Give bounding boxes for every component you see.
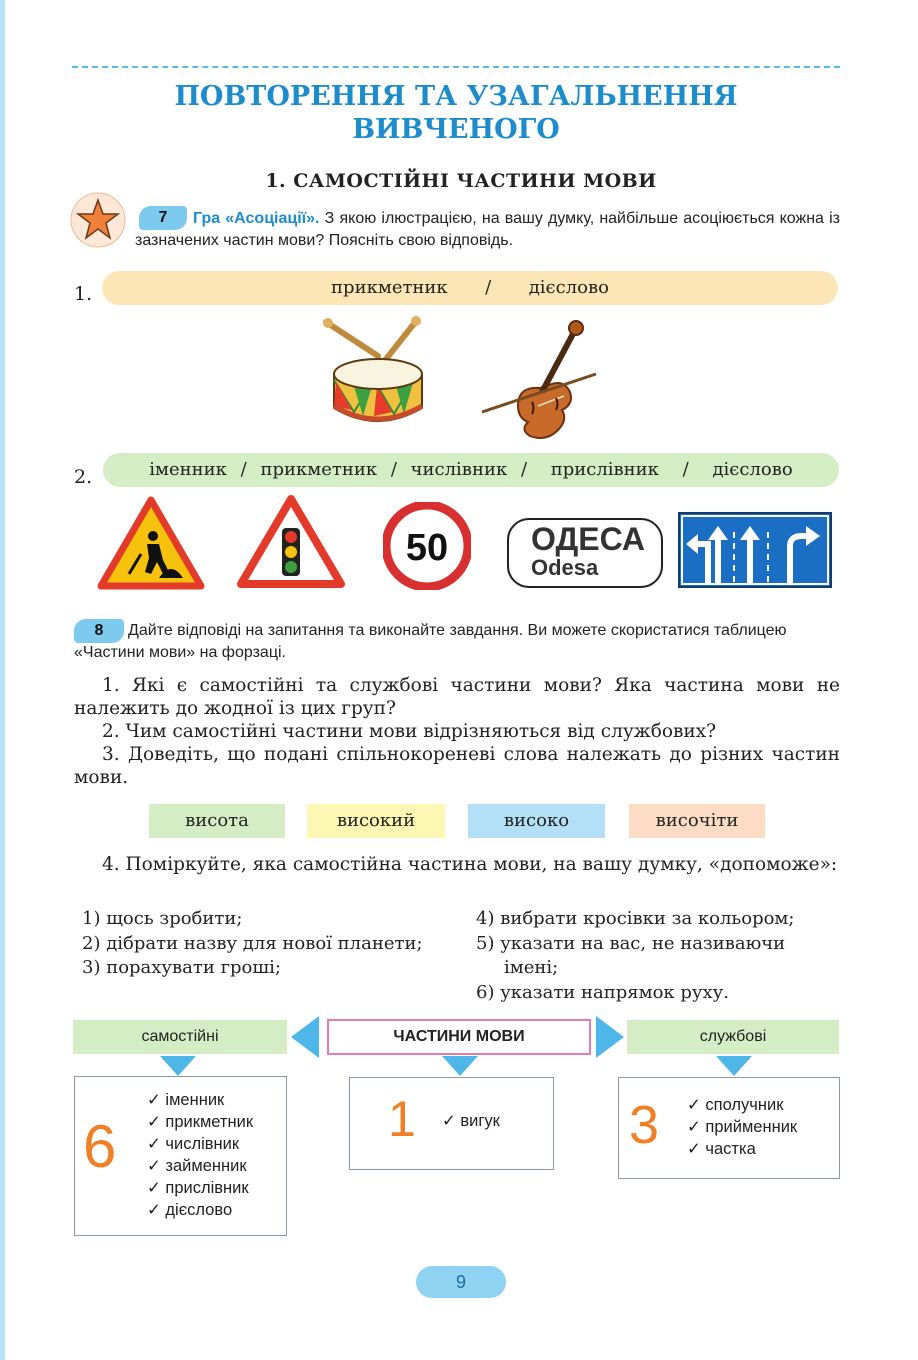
list-item: ✓ вигук: [442, 1112, 500, 1130]
separator: /: [682, 459, 689, 480]
independent-count: 6: [83, 1113, 117, 1180]
drum-image: [322, 316, 432, 436]
city-name-latin: Odesa: [531, 555, 599, 580]
interjection-list: [442, 1110, 500, 1132]
task-number-badge: 8: [74, 619, 124, 643]
title-divider: [72, 66, 840, 68]
auxiliary-parts-list: [687, 1094, 797, 1160]
page-title-line1: ПОВТОРЕННЯ ТА УЗАГАЛЬНЕННЯ: [174, 81, 738, 112]
question-3: 3. Доведіть, що подані спільнокореневі слова належать до різних частин мови.: [74, 744, 840, 788]
answer-list-right: [476, 907, 840, 1005]
arrow-down-icon: [716, 1056, 752, 1076]
category-independent-label: самостійні: [73, 1020, 287, 1054]
word-box-vysoko: високо: [468, 804, 605, 838]
list-item: ✓ частка: [687, 1140, 756, 1158]
category-auxiliary-label: службові: [627, 1020, 839, 1054]
task7-text: [135, 208, 840, 252]
section-title: 1. САМОСТІЙНІ ЧАСТИНИ МОВИ: [265, 170, 657, 192]
star-icon: [70, 192, 126, 248]
list-item: ✓ прикметник: [147, 1113, 254, 1131]
violin-image: [478, 318, 598, 440]
arrow-down-icon: [442, 1056, 478, 1076]
separator: /: [520, 459, 528, 480]
word-verb: дієслово: [528, 277, 609, 298]
task-number-badge: 7: [139, 206, 187, 230]
word-numeral: числівник: [410, 459, 508, 480]
task7-instruction: З якою ілюстрацією, на вашу думку, найбільше асоціюється кожна із зазначених частин мови? Поясніть свою відповідь.: [135, 210, 841, 249]
list-item: 3) порахувати гроші;: [82, 957, 281, 978]
speed-limit-sign-icon: [383, 502, 471, 590]
list-item: ✓ прийменник: [687, 1118, 798, 1136]
interjection-box: [349, 1077, 554, 1170]
list-item: ✓ прислівник: [147, 1179, 249, 1197]
arrow-left-icon: [291, 1016, 319, 1058]
arrow-right-icon: [596, 1016, 624, 1058]
list-item: ✓ сполучник: [687, 1096, 784, 1114]
speed-limit-value: 50: [405, 527, 449, 569]
row1-words-pill: [102, 271, 838, 305]
list-item: ✓ іменник: [147, 1091, 225, 1109]
list-item: 1) щось зробити;: [82, 908, 243, 929]
word-box-vysota: висота: [149, 804, 285, 838]
auxiliary-parts-box: [618, 1077, 840, 1179]
arrow-down-icon: [160, 1056, 196, 1076]
game-name: Гра «Асоціації».: [193, 210, 320, 227]
page-title-line2: ВИВЧЕНОГО: [352, 114, 560, 145]
road-works-sign-icon: [97, 496, 205, 590]
separator: /: [390, 459, 397, 480]
task8-instruction: Дайте відповіді на запитання та виконайте завдання. Ви можете скористатися таблицею «Частини мови» на форзаці.: [74, 622, 787, 661]
list-item: 6) указати напрямок руху.: [476, 981, 729, 1003]
page-number: 9: [416, 1266, 506, 1298]
list-item: ✓ дієслово: [147, 1201, 233, 1219]
list-item: 2) дібрати назву для нової планети;: [82, 932, 423, 954]
answer-list-left: [82, 907, 472, 981]
word-adverb: прислівник: [550, 459, 659, 480]
separator: /: [485, 277, 492, 298]
interjection-count: 1: [388, 1091, 416, 1147]
word-box-vysochity: височіти: [629, 804, 765, 838]
list-item: 4) вибрати кросівки за кольором;: [476, 908, 795, 929]
lane-direction-sign-icon: [678, 512, 832, 588]
list-item: ✓ займенник: [147, 1157, 247, 1175]
city-name: ОДЕСА: [531, 521, 646, 557]
independent-parts-box: [74, 1076, 287, 1236]
word-noun: іменник: [149, 459, 227, 480]
word-verb: дієслово: [712, 459, 793, 480]
traffic-light-sign-icon: [236, 494, 346, 590]
separator: /: [240, 459, 247, 480]
word-box-vysokyi: високий: [307, 804, 445, 838]
city-name-sign: [507, 518, 663, 588]
question-2: 2. Чим самостійні частини мови відрізняються від службових?: [102, 721, 717, 742]
row2-words-pill: [103, 453, 839, 487]
parts-of-speech-title: ЧАСТИНИ МОВИ: [327, 1019, 591, 1055]
page-edge-strip: [0, 0, 5, 1360]
row2-number: 2.: [74, 466, 93, 488]
list-item: 5) указати на вас, не називаючи: [476, 932, 786, 954]
list-item: ✓ числівник: [147, 1135, 240, 1153]
word-adjective: прикметник: [331, 277, 448, 298]
task8-text: [74, 620, 840, 664]
question-1: 1. Які є самостійні та службові частини мови? Яка частина мови не належить до жодної із цих груп?: [74, 675, 840, 719]
independent-parts-list: [147, 1089, 253, 1221]
page-title: [72, 80, 840, 146]
list-item: імені;: [504, 957, 559, 978]
question-4: 4. Поміркуйте, яка самостійна частина мови, на вашу думку, «допоможе»:: [102, 854, 838, 875]
word-adjective: прикметник: [260, 459, 378, 480]
row1-number: 1.: [74, 283, 93, 305]
auxiliary-count: 3: [629, 1095, 660, 1155]
